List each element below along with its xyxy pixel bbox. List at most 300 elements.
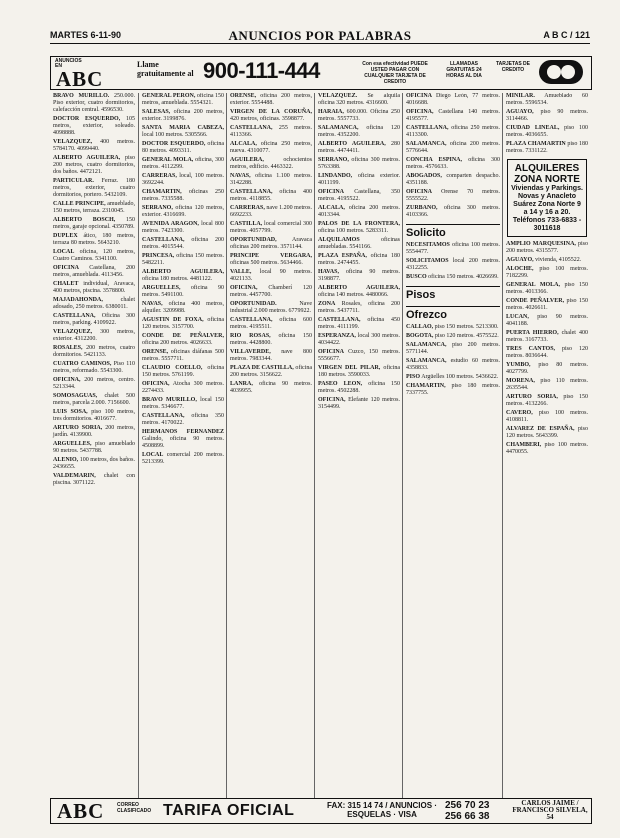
card-logo-icon	[539, 60, 583, 84]
ad-text: oficinas amuebladas. 5541166.	[318, 237, 400, 250]
classified-ad	[53, 377, 135, 391]
classified-ad	[142, 141, 224, 155]
classified-ad	[53, 393, 135, 407]
ad-heading: CARRERAS,	[142, 173, 177, 179]
ad-heading: AGUAYO,	[506, 109, 534, 115]
footer-phone-2[interactable]: 256 66 38	[445, 811, 490, 822]
ad-text: 200 metros, cuatro dormitorios. 5421133.	[53, 345, 136, 358]
ad-text: local 200 metros. 4312255.	[406, 258, 500, 271]
classified-ad	[53, 441, 135, 455]
classified-ad	[230, 381, 312, 395]
ad-text: chalet 400 metros. 3167733.	[506, 330, 588, 343]
section-title: ANUNCIOS POR PALABRAS	[228, 28, 412, 43]
ad-text: oficina 150 metros. 4026699.	[428, 274, 499, 280]
ad-text: oficina 450 metros. 4111199.	[318, 317, 400, 330]
ad-heading: SOMOSAGUAS,	[53, 393, 98, 399]
ad-heading: CASTELLANA,	[318, 317, 361, 323]
ad-text: oficina 350 metros. 4170022.	[142, 413, 224, 426]
classified-ad	[230, 141, 312, 155]
ad-text: piso 200 metros. 5771144.	[406, 342, 500, 355]
ad-text: 105 metros, exterior, soleado. 4098888.	[53, 116, 135, 136]
ad-text: piso 100 metros. 7182299.	[506, 266, 588, 279]
ad-heading: LINDANDO,	[318, 173, 353, 179]
classified-ad	[318, 141, 400, 155]
footer-advertiser: CARLOS JAIME / FRANCISCO SILVELA, 54	[512, 799, 588, 821]
classified-ad	[406, 374, 500, 381]
ad-heading: MAJADAHONDA,	[53, 297, 103, 303]
ad-text: nave 1.200 metros. 6692233.	[230, 205, 312, 218]
ad-text: oficina 1.100 metros. 3142288.	[230, 173, 312, 186]
ad-heading: MORENA,	[506, 378, 535, 384]
section-heading: Pisos	[406, 286, 500, 301]
classified-ad	[406, 258, 500, 272]
ad-text: oficina 400 metros. 4118855.	[230, 189, 312, 202]
phone-banner	[50, 56, 592, 90]
ad-heading: LANRA,	[230, 381, 253, 387]
ad-heading: PISO	[406, 374, 421, 380]
ad-heading: ALVAREZ DE ESPAÑA,	[506, 426, 575, 432]
ad-heading: SALAMANCA,	[406, 141, 447, 147]
ad-heading: CHAMARTIN,	[142, 189, 182, 195]
ad-heading: PALOS DE LA FRONTERA,	[318, 221, 400, 227]
classified-ad	[506, 362, 588, 376]
ad-heading: ARGUELLES,	[142, 285, 181, 291]
classified-ad	[53, 201, 135, 215]
ad-text: oficina 600 metros. 4195511.	[230, 317, 312, 330]
ad-heading: CALLAO,	[406, 324, 434, 330]
ad-text: piso 120 metros. 4575522.	[434, 333, 499, 339]
classified-ad	[406, 173, 500, 187]
ad-text: piso 180 metros. 7337755.	[406, 383, 500, 396]
classified-ad	[142, 221, 224, 235]
ad-text: oficina 100 metros. 5554477.	[406, 242, 500, 255]
classified-ad	[142, 317, 224, 331]
ad-heading: GENERAL MOLA,	[142, 157, 194, 163]
classified-ad	[142, 93, 224, 107]
classified-ad	[142, 125, 224, 139]
ad-text: 300 metros, exterior. 4312200.	[53, 329, 135, 342]
classified-ad	[142, 397, 224, 411]
classified-ad	[406, 157, 500, 171]
ad-text: Aravaca oficinas 200 metros. 3571144.	[230, 237, 312, 250]
ad-text: comparten despacho. 4351188.	[406, 173, 500, 186]
ad-heading: ALBERTO AGUILERA,	[53, 155, 121, 161]
ad-text: Oficina 300 metros, parking. 4109922.	[53, 313, 135, 326]
classified-ad	[318, 205, 400, 219]
classified-ad	[142, 205, 224, 219]
ad-text: chalet adosado, 250 metros. 6380011.	[53, 297, 135, 310]
classified-ad	[142, 285, 224, 299]
banner-call-text: Llame gratuitamente al	[137, 60, 194, 78]
classified-ad	[142, 452, 224, 466]
ad-heading: ALQUILAMOS	[318, 237, 360, 243]
ad-text: 250.000. Piso exterior, cuatro dormitorios, calefacción central. 4596530.	[53, 93, 136, 113]
classified-ad	[230, 269, 312, 283]
ad-heading: CASTELLANA,	[142, 413, 185, 419]
ad-heading: HARAIA,	[318, 109, 344, 115]
ad-heading: CONCHA ESPINA,	[406, 157, 463, 163]
classified-ad	[230, 109, 312, 123]
classified-ad	[53, 425, 135, 439]
classified-ad	[318, 109, 400, 123]
classified-ad	[406, 205, 500, 219]
ad-text: Castellana 140 metros. 4195577.	[406, 109, 500, 122]
ad-text: piso 90 metros. 4041188.	[506, 314, 588, 327]
ad-heading: CASTELLANA,	[53, 313, 96, 319]
ad-heading: VALLE,	[230, 269, 252, 275]
ad-heading: ORENSE,	[230, 93, 257, 99]
ad-text: 420 metros, oficinas. 3598877.	[230, 116, 305, 122]
ad-heading: CONDE PEÑALVER,	[506, 298, 565, 304]
ad-heading: OFICINA,	[53, 377, 81, 383]
ad-text: oficina 400 metros, alquiler. 3209988.	[142, 301, 224, 314]
classified-ad	[318, 349, 400, 363]
classified-ad	[318, 125, 400, 139]
ad-heading: PLAZA DE CASTILLA,	[230, 365, 294, 371]
classified-ad	[506, 298, 588, 312]
ad-heading: CHAMARTIN,	[406, 383, 446, 389]
ad-heading: VILLAVERDE,	[230, 349, 271, 355]
classified-ad	[230, 157, 312, 171]
footer-banner	[50, 798, 592, 824]
ad-heading: TRES CANTOS,	[506, 346, 556, 352]
classified-ad	[506, 93, 588, 107]
ad-text: piso 180 metros. 7331122.	[506, 141, 588, 154]
ad-heading: CASTELLANA,	[230, 189, 273, 195]
ad-text: piso 100 metros. 4108811.	[506, 410, 588, 423]
ad-heading: OFICINA,	[142, 381, 170, 387]
classified-ad	[506, 426, 588, 440]
ad-heading: OFICINA	[406, 189, 433, 195]
ad-text: oficina 180 metros. 4481122.	[142, 276, 213, 282]
ad-text: Cuzco, 150 metros. 5556677.	[318, 349, 400, 362]
ad-heading: BUSCO	[406, 274, 427, 280]
ad-text: piso 90 metros. 3114466.	[506, 109, 588, 122]
ad-heading: CHAMBERI,	[506, 442, 542, 448]
ad-text: oficina 150 metros. 5761199.	[142, 365, 224, 378]
classified-ad	[506, 330, 588, 344]
classified-ad	[406, 141, 500, 155]
ad-heading: CAVERO,	[506, 410, 533, 416]
ad-heading: NAVAS,	[142, 301, 163, 307]
classified-ad	[53, 116, 135, 137]
ad-heading: HERMANOS FERNANDEZ	[142, 429, 224, 435]
classified-ad	[142, 333, 224, 347]
ad-text: oficina 180 metros. 2474455.	[318, 253, 401, 266]
classified-ad	[318, 253, 400, 267]
ad-text: oficina 200 metros. 4013344.	[318, 205, 400, 218]
ad-heading: CHALET	[53, 281, 79, 287]
ad-heading: ROSALES,	[53, 345, 83, 351]
classified-ad	[53, 313, 135, 327]
classified-ad	[53, 178, 135, 199]
ad-text: oficina 200 metros. 5776644.	[406, 141, 500, 154]
classified-ad	[230, 189, 312, 203]
ad-text: Argüelles 100 metros. 5436622.	[421, 374, 499, 380]
classified-ad	[406, 93, 500, 107]
ad-text: Rosales, oficina 200 metros. 5437711.	[318, 301, 401, 314]
ads-columns	[50, 93, 590, 798]
boxed-ad-title: ALQUILERES ZONA NORTE	[514, 163, 580, 185]
ad-text: oficina 300 metros. 5763388.	[318, 157, 400, 170]
ad-heading: PRINCIPE VERGARA,	[230, 253, 312, 259]
ad-text: amueblado, 150 metros, terraza. 2310045.	[53, 201, 136, 214]
classified-ad	[142, 109, 224, 123]
ad-text: ático, 180 metros, terraza 80 metros. 5643210.	[53, 233, 135, 246]
classified-ad	[53, 457, 135, 471]
ad-text: 200 metros, jardín. 4139900.	[53, 425, 135, 438]
ad-heading: MINILAR.	[506, 93, 535, 99]
classified-ad	[318, 93, 400, 107]
classified-ad	[142, 269, 224, 283]
ad-heading: SERRANO,	[142, 205, 173, 211]
ad-heading: AGUAYO,	[506, 257, 534, 263]
ad-heading: GENERAL PERON,	[142, 93, 196, 99]
ad-text: oficina 200 metros, exterior. 3199876.	[142, 109, 224, 122]
ad-heading: OPORTUNIDAD,	[230, 237, 277, 243]
classified-ad	[318, 381, 400, 395]
classified-ad	[406, 242, 500, 256]
ad-heading: DUPLEX	[53, 233, 78, 239]
ad-text: oficina 140 metros. 4480066.	[318, 292, 389, 298]
classified-ad	[230, 333, 312, 347]
classified-ad	[230, 221, 312, 235]
classified-ad	[142, 157, 224, 171]
ad-text: piso 150 metros. 4026611.	[506, 298, 588, 311]
ad-heading: SOLICITAMOS	[406, 258, 449, 264]
ad-text: local 800 metros. 7423300.	[142, 221, 224, 234]
ad-text: Elefante 120 metros. 3154499.	[318, 397, 400, 410]
ad-text: oficina, 300 metros. 4112299.	[142, 157, 224, 170]
classified-ad	[506, 410, 588, 424]
section-heading: Solicito	[406, 224, 500, 239]
ad-heading: ALBERTO AGUILERA,	[318, 141, 386, 147]
classified-ad	[506, 314, 588, 328]
ad-text: oficina 120 metros. 3157700.	[142, 317, 224, 330]
ad-text: Galindo, oficina 90 metros. 4508899.	[142, 436, 224, 449]
ad-text: local comercial 300 metros. 4057799.	[230, 221, 313, 234]
ad-heading: LUCAN,	[506, 314, 529, 320]
ad-heading: OFICINA	[318, 349, 345, 355]
ad-text: estudio 60 metros. 4358833.	[406, 358, 500, 371]
footer-phone-1[interactable]: 256 70 23	[445, 800, 490, 811]
classified-ad	[318, 189, 400, 203]
classified-ad	[506, 257, 588, 264]
page-header	[50, 29, 590, 44]
classified-ad	[53, 249, 135, 263]
ad-text: piso 80 metros. 4027799.	[506, 362, 588, 375]
footer-tarifa: TARIFA OFICIAL	[163, 802, 295, 819]
classified-ad	[53, 265, 135, 279]
classified-ad	[506, 141, 588, 155]
ad-text: oficina 200 metros. 4026633.	[142, 340, 213, 346]
ad-text: oficina 300 metros. 4103366.	[406, 205, 500, 218]
ad-text: oficina exterior. 4011199.	[318, 173, 400, 186]
classified-ad	[318, 221, 400, 235]
ad-text: piso 150 metros. 4132266.	[506, 394, 588, 407]
classified-ad	[506, 442, 588, 456]
classified-ad	[142, 237, 224, 251]
ad-text: piso 100 metros, tres dormitorios. 4016677.	[53, 409, 136, 422]
ad-heading: SALAMANCA,	[406, 358, 447, 364]
footer-fax[interactable]: FAX: 315 14 74 / ANUNCIOS · ESQUELAS · VISA	[327, 801, 437, 819]
ad-heading: VELAZQUEZ,	[53, 139, 93, 145]
classified-ad	[506, 282, 588, 296]
ad-column	[502, 93, 591, 798]
ad-text: chalet con piscina. 3071122.	[53, 473, 135, 486]
ad-heading: CLAUDIO COELLO,	[142, 365, 203, 371]
ad-heading: CASTILLA,	[230, 221, 263, 227]
classified-ad	[142, 413, 224, 427]
classified-ad	[142, 349, 224, 363]
banner-phone[interactable]: 900-111-444	[203, 58, 320, 83]
ad-heading: NECESITAMOS	[406, 242, 450, 248]
classified-ad	[506, 394, 588, 408]
ad-text: Ferraz. 180 metros, exterior, cuatro dormitorios, portero. 5432109.	[53, 178, 135, 198]
ad-heading: ZURBANO,	[406, 205, 438, 211]
classified-ad	[406, 333, 500, 340]
ad-text: 600.000. Oficina 250 metros. 5557733.	[318, 109, 400, 122]
classified-ad	[142, 301, 224, 315]
ad-heading: LOCAL	[53, 249, 75, 255]
ad-heading: YUMBO,	[506, 362, 531, 368]
ad-text: local 300 metros. 4034422.	[318, 333, 400, 346]
ad-heading: CARRERAS,	[230, 205, 265, 211]
classified-ad	[230, 237, 312, 251]
classified-ad	[53, 409, 135, 423]
classified-ad	[53, 361, 135, 375]
ad-heading: PUERTA HIERRO,	[506, 330, 559, 336]
classified-ad	[230, 349, 312, 363]
ad-heading: LUIS SOSA,	[53, 409, 88, 415]
classified-ad	[53, 297, 135, 311]
ad-heading: ARGUELLES,	[53, 441, 92, 447]
ad-text: local, 100 metros. 3692244.	[142, 173, 224, 186]
ad-heading: OFICINA,	[230, 285, 258, 291]
classified-ad	[230, 253, 312, 267]
ad-heading: PASEO LEON,	[318, 381, 363, 387]
ad-heading: SALESAS,	[142, 109, 171, 115]
ad-text: oficinas 250 metros. 7335588.	[142, 189, 224, 202]
ad-heading: SALAMANCA,	[318, 125, 359, 131]
ad-heading: ESPERANZA,	[318, 333, 356, 339]
banner-cards-text: TARJETAS DE CREDITO	[496, 61, 530, 73]
ad-text: local 90 metros. 4021133.	[230, 269, 313, 282]
ad-heading: CASTELLANA,	[230, 125, 273, 131]
ad-column	[402, 93, 503, 798]
classified-ad	[406, 342, 500, 356]
ad-text: chalet 500 metros, parcela 2.000. 7156600.	[53, 393, 136, 406]
classified-ad	[230, 125, 312, 139]
ad-text: 100 metros, dos baños. 2436655.	[53, 457, 135, 470]
ad-heading: ALBERTO AGUILERA,	[318, 285, 400, 291]
ad-heading: OFICINA,	[406, 109, 434, 115]
classified-ad	[142, 173, 224, 187]
classified-ad	[53, 329, 135, 343]
classified-ad	[406, 383, 500, 397]
classified-ad	[230, 365, 312, 379]
classified-ad	[318, 173, 400, 187]
ad-text: oficina 100 metros. 5283311.	[318, 228, 389, 234]
ad-heading: LOCAL	[142, 452, 164, 458]
boxed-ad	[507, 159, 587, 237]
ad-heading: AMPLIO MARQUESINA,	[506, 241, 576, 247]
classified-ad	[406, 274, 500, 281]
ad-column	[226, 93, 315, 798]
ad-heading: CUATRO CAMINOS,	[53, 361, 112, 367]
ad-heading: ALCALA,	[318, 205, 345, 211]
ad-heading: CASTELLANA,	[406, 125, 449, 131]
ad-heading: CIUDAD LINEAL,	[506, 125, 560, 131]
footer-abc-logo: ABC	[57, 799, 105, 823]
ad-text: oficina 200 metros. 3156622.	[230, 365, 313, 378]
ad-text: piso 100 metros. 4036655.	[506, 125, 588, 138]
ad-heading: OFICINA	[406, 93, 433, 99]
ad-text: oficina 200 metros, exterior. 5554488.	[230, 93, 312, 106]
ad-text: oficina 200 metros. 4015544.	[142, 237, 224, 250]
classified-ad	[318, 317, 400, 331]
ad-heading: DOCTOR ESQUERDO,	[142, 141, 206, 147]
ad-heading: PARTICULAR.	[53, 178, 94, 184]
ad-text: 255 metros. 4113366.	[230, 125, 312, 138]
ad-text: local 100 metros. 5305566.	[142, 132, 208, 138]
ad-text: oficina 180 metros. 3590033.	[318, 365, 400, 378]
ad-heading: GENERAL MOLA,	[506, 282, 560, 288]
ad-text: oficinas diáfanas 500 metros. 5557711.	[142, 349, 224, 362]
banner-small-text: ANUNCIOS EN	[55, 58, 82, 69]
ad-heading: AVENIDA ARAGON,	[142, 221, 199, 227]
classified-ad	[318, 397, 400, 411]
ad-heading: AGUSTIN DE FOXA,	[142, 317, 204, 323]
ad-text: ochocientos metros, edificio. 4463322.	[230, 157, 312, 170]
ad-text: Castellana, 350 metros. 4195522.	[318, 189, 400, 202]
ad-text: piso 200 metros, cuatro dormitorios, dos baños. 4472121.	[53, 155, 136, 175]
classified-ad	[142, 381, 224, 395]
classified-ad	[318, 301, 400, 315]
ad-text: oficina 300 metros. 4576633.	[406, 157, 501, 170]
ad-heading: RIO ROSAS,	[230, 333, 271, 339]
ad-column	[314, 93, 403, 798]
ad-text: Piso 110 metros, reformado. 5543300.	[53, 361, 135, 374]
ad-text: piso 100 metros. 4470055.	[506, 442, 588, 455]
ad-heading: AGUILERA,	[230, 157, 264, 163]
ad-text: oficina 250 metros, nueva. 4310077.	[230, 141, 312, 154]
ad-text: oficina 150 metros. 5482211.	[142, 253, 224, 266]
ad-text: oficina 120 metros, exterior. 4316699.	[142, 205, 224, 218]
classified-ad	[406, 109, 500, 123]
ad-heading: ARTURO SORIA,	[506, 394, 558, 400]
ad-text: oficina 90 metros. 3198877.	[318, 269, 400, 282]
classified-ad	[53, 217, 135, 231]
ad-heading: OFICINA,	[318, 397, 346, 403]
ad-text: 400 metros. 5784170. 4099440.	[53, 139, 135, 152]
classified-ad	[53, 93, 135, 114]
classified-ad	[53, 139, 135, 153]
ad-text: oficina 250 metros. 4113300.	[406, 125, 500, 138]
classified-ad	[318, 365, 400, 379]
footer-phones[interactable]	[445, 800, 490, 822]
classified-ad	[406, 324, 500, 331]
ad-text: piso 110 metros. 2635544.	[506, 378, 588, 391]
ad-text: Diego León, 77 metros. 4016688.	[406, 93, 501, 106]
classified-ad	[318, 269, 400, 283]
classified-ad	[506, 241, 588, 255]
ad-text: piso 150 metros. 4013366.	[506, 282, 588, 295]
ad-text: local 150 metros. 5346677.	[142, 397, 225, 410]
ad-text: piso 200 metros. 4315577.	[506, 241, 588, 254]
ad-text: oficina 90 metros. 5491100.	[142, 285, 224, 298]
ad-text: comercial 200 metros. 5213399.	[142, 452, 224, 465]
